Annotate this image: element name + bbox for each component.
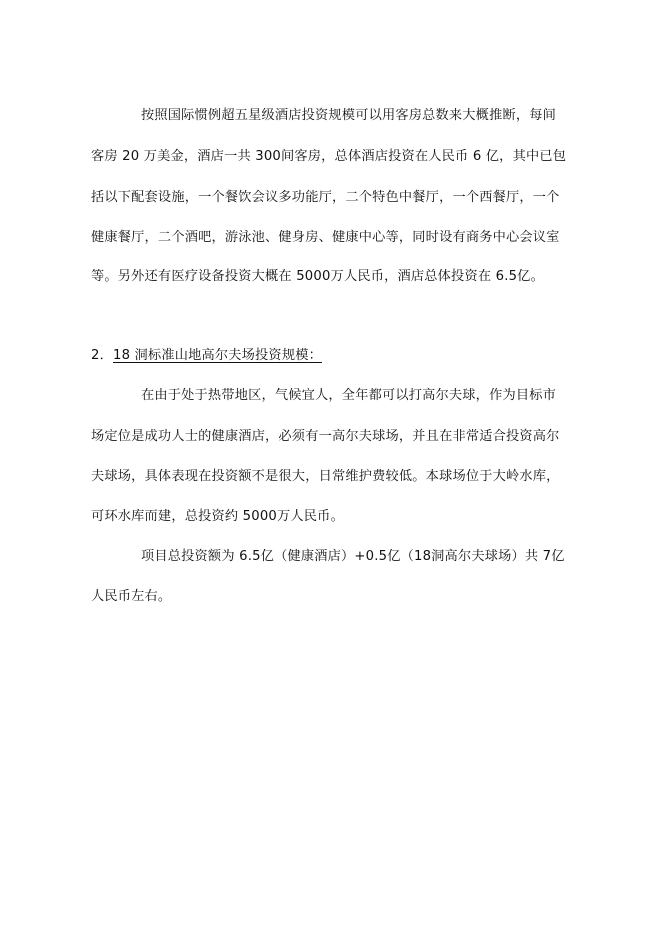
paragraph-1-line-3: 括以下配套设施，一个餐饮会议多功能厅，二个特色中餐厅，一个西餐厅，一个 (91, 190, 560, 205)
paragraph-2-line-4: 可环水库而建，总投资约 5000万人民币。 (91, 509, 344, 524)
paragraph-1-line-4: 健康餐厅，二个酒吧，游泳池、健身房、健康中心等，同时设有商务中心会议室 (91, 230, 560, 245)
paragraph-2-line-3: 夫球场，具体表现在投资额不是很大，日常维护费较低。本球场位于大岭水库， (91, 469, 560, 484)
section-2-number: 2． (91, 348, 113, 363)
section-2-heading (91, 347, 322, 365)
paragraph-2-line-1: 在由于处于热带地区，气候宜人，全年都可以打高尔夫球，作为目标市 (141, 388, 557, 403)
paragraph-3-line-1: 项目总投资额为 6.5亿（健康酒店）+0.5亿（18洞高尔夫球场）共 7亿 (141, 549, 565, 564)
paragraph-2-line-2: 场定位是成功人士的健康酒店，必须有一高尔夫球场，并且在非常适合投资高尔 (91, 429, 560, 444)
section-2-title: 18 洞标准山地高尔夫场投资规模 (112, 348, 309, 363)
paragraph-1-line-2: 客房 20 万美金，酒店一共 300间客房，总体酒店投资在人民币 6 亿，其中已包 (91, 149, 567, 164)
paragraph-1-line-1: 按照国际惯例超五星级酒店投资规模可以用客房总数来大概推断，每间 (141, 108, 557, 123)
paragraph-3-line-2: 人民币左右。 (91, 589, 172, 604)
paragraph-1-line-5: 等。另外还有医疗设备投资大概在 5000万人民币，酒店总体投资在 6.5亿。 (91, 269, 544, 284)
section-2-colon: ： (308, 348, 322, 363)
